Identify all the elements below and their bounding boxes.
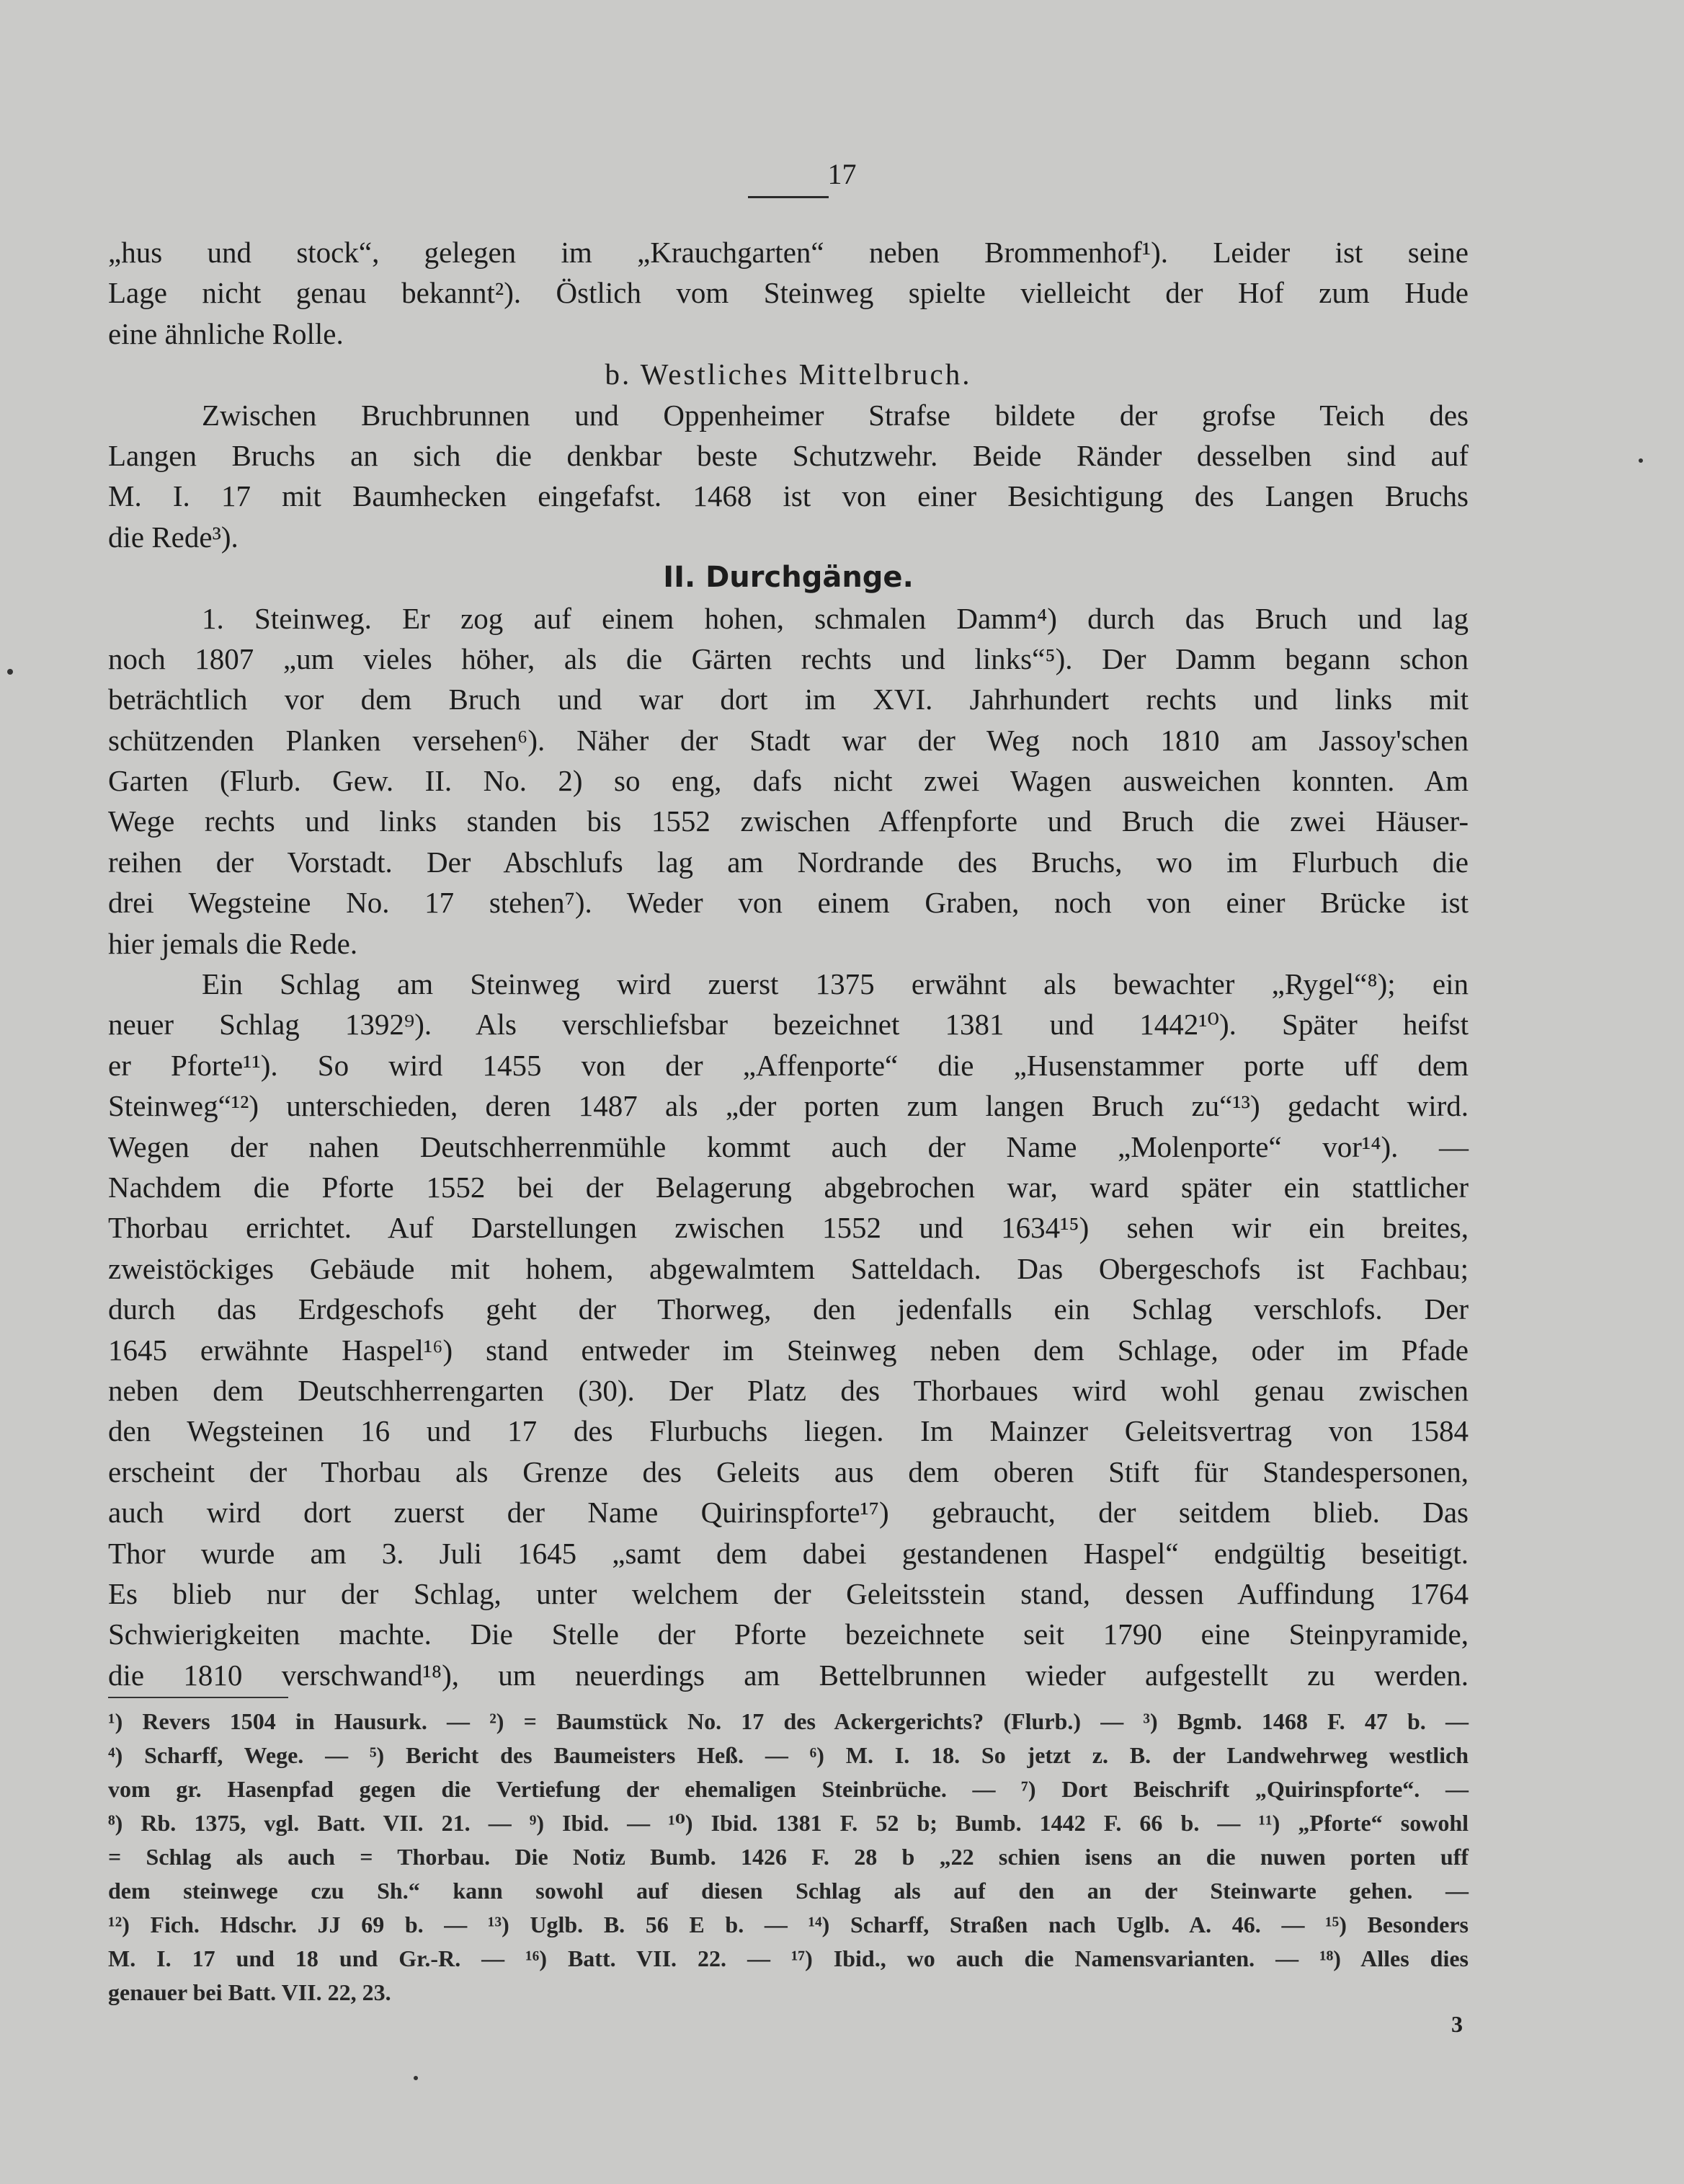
text-line: drei Wegsteine No. 17 stehen⁷). Weder von einem Graben, noch von einer Brücke ist: [108, 886, 1469, 920]
sheet-number: 3: [1451, 2011, 1463, 2037]
text-line: neben dem Deutschherrengarten (30). Der Platz des Thorbaues wird wohl genau zwischen: [108, 1373, 1469, 1407]
text-line: eine ähnliche Rolle.: [108, 316, 344, 350]
footnote-line: vom gr. Hasenpfad gegen die Vertiefung der ehemaligen Steinbrüche. — ⁷) Dort Beischrift „Quirinspforte“. —: [108, 1776, 1469, 1802]
text-line: Langen Bruchs an sich die denkbar beste Schutzwehr. Beide Ränder desselben sind auf: [108, 438, 1469, 472]
text-line: „hus und stock“, gelegen im „Krauchgarten“ neben Brommenhof¹). Leider ist seine: [108, 236, 1469, 269]
footnote-line: ⁸) Rb. 1375, vgl. Batt. VII. 21. — ⁹) Ibid. — ¹⁰) Ibid. 1381 F. 52 b; Bumb. 1442 F. 66 b. — ¹¹) „Pforte“ sowohl: [108, 1810, 1469, 1836]
text-line: Garten (Flurb. Gew. II. No. 2) so eng, dafs nicht zwei Wagen ausweichen konnten. Am: [108, 764, 1469, 798]
footnote-line: = Schlag als auch = Thorbau. Die Notiz Bumb. 1426 F. 28 b „22 schien isens an die nuwen porten uff: [108, 1844, 1469, 1870]
text-line: zweistöckiges Gebäude mit hohem, abgewalmtem Satteldach. Das Obergeschofs ist Fachbau;: [108, 1251, 1469, 1285]
text-line: 1. Steinweg. Er zog auf einem hohen, schmalen Damm⁴) durch das Bruch und lag: [202, 601, 1469, 635]
text-line: schützenden Planken versehen⁶). Näher der Stadt war der Weg noch 1810 am Jassoy'schen: [108, 723, 1469, 757]
text-line: Zwischen Bruchbrunnen und Oppenheimer Strafse bildete der grofse Teich des: [202, 398, 1469, 432]
text-line: Ein Schlag am Steinweg wird zuerst 1375 erwähnt als bewachter „Rygel“⁸); ein: [202, 967, 1469, 1001]
text-line: noch 1807 „um vieles höher, als die Gärten rechts und links“⁵). Der Damm begann schon: [108, 642, 1469, 675]
text-line: Thorbau errichtet. Auf Darstellungen zwischen 1552 und 1634¹⁵) sehen wir ein breites,: [108, 1211, 1469, 1245]
text-line: beträchtlich vor dem Bruch und war dort im XVI. Jahrhundert rechts und links mit: [108, 683, 1469, 716]
page-number-rule: [748, 196, 829, 198]
page-number: 17: [827, 158, 857, 190]
text-line: die 1810 verschwand¹⁸), um neuerdings am Bettelbrunnen wieder aufgestellt zu werden.: [108, 1658, 1469, 1692]
text-line: den Wegsteinen 16 und 17 des Flurbuchs liegen. Im Mainzer Geleitsvertrag von 1584: [108, 1414, 1469, 1448]
footnote-line: ⁴) Scharff, Wege. — ⁵) Bericht des Baumeisters Heß. — ⁶) M. I. 18. So jetzt z. B. der Landwehrweg westlich: [108, 1742, 1469, 1768]
main-text: [108, 232, 1469, 1695]
subsection-heading: b. Westliches Mittelbruch.: [605, 358, 972, 391]
ink-speck: [1639, 458, 1643, 463]
text-line: 1645 erwähnte Haspel¹⁶) stand entweder im Steinweg neben dem Schlage, oder im Pfade: [108, 1333, 1469, 1367]
text-line: Lage nicht genau bekannt²). Östlich vom Steinweg spielte vielleicht der Hof zum Hude: [108, 276, 1469, 310]
text-line: reihen der Vorstadt. Der Abschlufs lag am Nordrande des Bruchs, wo im Flurbuch die: [108, 845, 1469, 879]
footnote-line: genauer bei Batt. VII. 22, 23.: [108, 1979, 391, 2005]
ink-speck: [7, 669, 13, 675]
text-line: auch wird dort zuerst der Name Quirinspforte¹⁷) gebraucht, der seitdem blieb. Das: [108, 1496, 1469, 1530]
text-line: er Pforte¹¹). So wird 1455 von der „Affenporte“ die „Husenstammer porte uff dem: [108, 1048, 1469, 1082]
footnote-line: dem steinwege czu Sh.“ kann sowohl auf diesen Schlag als auf den an der Steinwarte gehen. —: [108, 1878, 1469, 1904]
text-line: durch das Erdgeschofs geht der Thorweg, den jedenfalls ein Schlag verschlofs. Der: [108, 1292, 1469, 1326]
text-line: Thor wurde am 3. Juli 1645 „samt dem dabei gestandenen Haspel“ endgültig beseitigt.: [108, 1536, 1469, 1570]
footnote-rule: [108, 1697, 288, 1698]
footnotes: [108, 1705, 1469, 2010]
footnote-line: ¹) Revers 1504 in Hausurk. — ²) = Baumstück No. 17 des Ackergerichts? (Flurb.) — ³) Bgmb. 1468 F. 47 b. —: [108, 1708, 1469, 1734]
text-line: Schwierigkeiten machte. Die Stelle der Pforte bezeichnete seit 1790 eine Steinpyramide,: [108, 1617, 1469, 1651]
ink-speck: [414, 2076, 418, 2080]
text-line: Wege rechts und links standen bis 1552 zwischen Affenpforte und Bruch die zwei Häuser-: [108, 804, 1469, 838]
section-heading: II. Durchgänge.: [663, 561, 914, 595]
text-line: Es blieb nur der Schlag, unter welchem der Geleitsstein stand, dessen Auffindung 1764: [108, 1576, 1469, 1610]
text-line: Wegen der nahen Deutschherrenmühle kommt auch der Name „Molenporte“ vor¹⁴). —: [108, 1129, 1469, 1163]
footnote-line: M. I. 17 und 18 und Gr.-R. — ¹⁶) Batt. VII. 22. — ¹⁷) Ibid., wo auch die Namensvarianten. — ¹⁸) Alles dies: [108, 1945, 1469, 1971]
text-line: M. I. 17 mit Baumhecken eingefafst. 1468 ist von einer Besichtigung des Langen Bruchs: [108, 479, 1469, 513]
text-line: neuer Schlag 1392⁹). Als verschliefsbar bezeichnet 1381 und 1442¹⁰). Später heifst: [108, 1008, 1469, 1042]
footnote-line: ¹²) Fich. Hdschr. JJ 69 b. — ¹³) Uglb. B. 56 E b. — ¹⁴) Scharff, Straßen nach Uglb. A. 46. — ¹⁵) Besonders: [108, 1912, 1469, 1937]
text-line: Nachdem die Pforte 1552 bei der Belagerung abgebrochen war, ward später ein stattlicher: [108, 1170, 1469, 1204]
text-line: Steinweg“¹²) unterschieden, deren 1487 als „der porten zum langen Bruch zu“¹³) gedacht wird.: [108, 1089, 1469, 1123]
text-line: hier jemals die Rede.: [108, 926, 358, 960]
text-line: die Rede³).: [108, 520, 239, 554]
text-line: erscheint der Thorbau als Grenze des Geleits aus dem oberen Stift für Standespersonen,: [108, 1455, 1469, 1488]
